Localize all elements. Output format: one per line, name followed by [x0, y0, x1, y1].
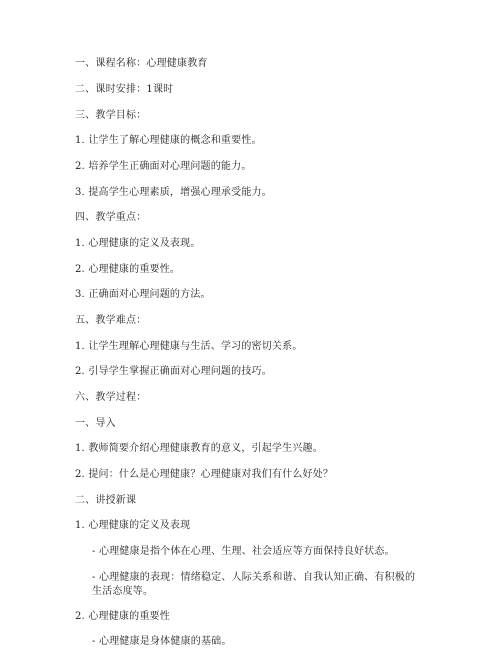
lesson-item-1: 1. 心理健康的定义及表现: [75, 520, 191, 531]
section-heading-goals: 三、教学目标：: [75, 110, 147, 121]
subsection-new-lesson: 二、讲授新课: [75, 495, 137, 506]
intro-item-1: 1. 教师简要介绍心理健康教育的意义，引起学生兴趣。: [75, 443, 323, 454]
lesson-bullet-importance: - 心理健康是身体健康的基础。: [92, 636, 232, 647]
difficulty-item-1: 1. 让学生理解心理健康与生活、学习的密切关系。: [75, 341, 303, 352]
goal-item-1: 1. 让学生了解心理健康的概念和重要性。: [75, 135, 262, 146]
difficulty-item-2: 2. 引导学生掌握正确面对心理问题的技巧。: [75, 366, 272, 377]
lesson-bullet-manifestation: - 心理健康的表现：情绪稳定、人际关系和谐、自我认知正确、有积极的生活态度等。: [92, 572, 416, 597]
key-point-item-1: 1. 心理健康的定义及表现。: [75, 238, 201, 249]
section-heading-key-points: 四、教学重点：: [75, 212, 147, 223]
intro-item-2: 2. 提问：什么是心理健康？心理健康对我们有什么好处？: [75, 469, 334, 480]
course-name: 一、课程名称：心理健康教育: [75, 58, 208, 69]
key-point-item-2: 2. 心理健康的重要性。: [75, 264, 181, 275]
lesson-bullet-definition: - 心理健康是指个体在心理、生理、社会适应等方面保持良好状态。: [92, 546, 395, 557]
subsection-intro: 一、导入: [75, 418, 116, 429]
section-heading-difficulties: 五、教学难点：: [75, 315, 147, 326]
class-hours: 二、课时安排：1课时: [75, 84, 174, 95]
lesson-item-2: 2. 心理健康的重要性: [75, 611, 170, 622]
goal-item-3: 3. 提高学生心理素质，增强心理承受能力。: [75, 187, 272, 198]
key-point-item-3: 3. 正确面对心理问题的方法。: [75, 289, 211, 300]
section-heading-process: 六、教学过程：: [75, 392, 147, 403]
goal-item-2: 2. 培养学生正确面对心理问题的能力。: [75, 161, 252, 172]
